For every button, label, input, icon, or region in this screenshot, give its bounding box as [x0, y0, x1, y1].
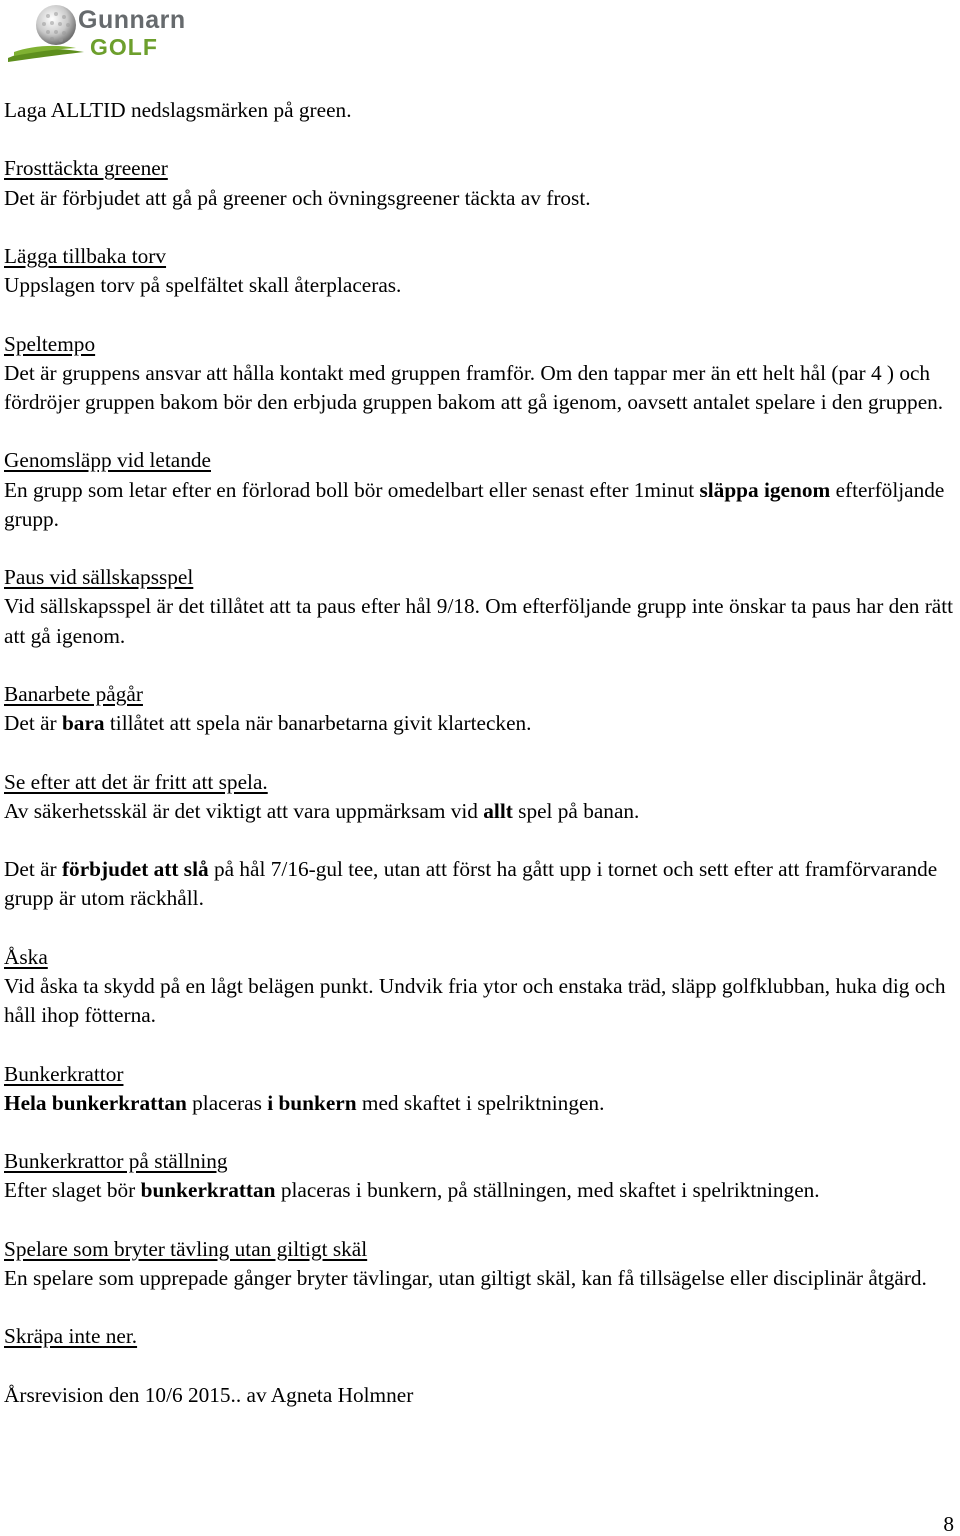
- rule-block: [4, 563, 954, 651]
- rule-block: [4, 1322, 954, 1351]
- rule-text: Vid sällskapsspel är det tillåtet att ta paus efter hål 9/18. Om efterföljande grupp inte önskar ta paus har den rätt att gå igenom.: [4, 594, 954, 648]
- rule-block: [4, 855, 954, 913]
- text-run: på hål 7/16-gul tee, utan att först ha gått upp i tornet och sett efter att framförvarande grupp är utom räckhåll.: [4, 857, 938, 911]
- rule-text: En spelare som upprepade gånger bryter tävlingar, utan giltigt skäl, kan få tillsägelse eller disciplinär åtgärd.: [4, 1265, 927, 1290]
- text-run: placeras: [186, 1090, 268, 1115]
- rule-block: [4, 680, 954, 738]
- rule-text: [4, 1176, 954, 1205]
- rule-text: Uppslagen torv på spelfältet skall återplaceras.: [4, 273, 402, 298]
- rule-heading: Speltempo: [4, 331, 96, 356]
- text-run: med skaftet i spelriktningen.: [356, 1090, 605, 1115]
- text-run: Efter slaget bör: [4, 1178, 141, 1203]
- rule-text: Det är gruppens ansvar att hålla kontakt med gruppen framför. Om den tappar mer än ett helt hål (par 4 ) och fördröjer gruppen bakom bör den erbjuda gruppen bakom att gå igenom, oavsett antalet spelare i den gruppen.: [4, 360, 944, 414]
- bold-run: Hela bunkerkrattan: [4, 1090, 187, 1115]
- logo-name-line2: GOLF: [90, 34, 158, 60]
- rule-block: [4, 1235, 954, 1293]
- rule-text: Vid åska ta skydd på en lågt belägen punkt. Undvik fria ytor och enstaka träd, släpp golfklubban, huka dig och håll ihop fötterna.: [4, 973, 946, 1028]
- bold-run: släppa igenom: [699, 477, 831, 502]
- rule-block: [4, 330, 954, 418]
- rule-block: [4, 943, 954, 1031]
- rule-text: [4, 709, 954, 738]
- bold-run: i bunkern: [267, 1090, 357, 1115]
- text-run: Det är: [4, 857, 62, 882]
- bold-run: allt: [483, 798, 513, 823]
- rule-heading: Paus vid sällskapsspel: [4, 565, 194, 590]
- rules-document: [4, 96, 954, 1439]
- rule-text: [4, 855, 954, 913]
- rule-heading: Bunkerkrattor på ställning: [4, 1149, 228, 1174]
- rule-heading: Åska: [4, 944, 48, 969]
- rule-heading: Banarbete pågår: [4, 681, 143, 706]
- text-run: placeras i bunkern, på ställningen, med skaftet i spelriktningen.: [275, 1178, 820, 1203]
- text-run: Det är: [4, 711, 62, 736]
- rule-heading: Lägga tillbaka torv: [4, 243, 167, 268]
- gunnarn-golf-logo: [6, 2, 196, 66]
- text-run: tillåtet att spela när banarbetarna givit klartecken.: [104, 711, 532, 736]
- revision-note: [4, 1381, 954, 1410]
- rule-heading: Skräpa inte ner.: [4, 1324, 138, 1349]
- rule-heading: Spelare som bryter tävling utan giltigt skäl: [4, 1236, 368, 1261]
- rule-heading: Se efter att det är fritt att spela.: [4, 769, 268, 794]
- rule-block: [4, 242, 954, 300]
- rule-block: [4, 154, 954, 212]
- text-run: efterföljande grupp.: [4, 477, 945, 531]
- rule-block: [4, 1147, 954, 1205]
- rule-text: [4, 1089, 954, 1118]
- rule-block: [4, 1060, 954, 1118]
- rule-text: Det är förbjudet att gå på greener och övningsgreener täckta av frost.: [4, 185, 591, 210]
- page-number: 8: [943, 1512, 954, 1536]
- text-run: En grupp som letar efter en förlorad boll bör omedelbart eller senast efter 1minut: [4, 477, 700, 502]
- rule-heading: Frosttäckta greener: [4, 156, 168, 181]
- rule-text: [4, 797, 954, 826]
- bold-run: bara: [61, 711, 105, 736]
- rule-block: [4, 768, 954, 826]
- rule-text: Laga ALLTID nedslagsmärken på green.: [4, 98, 352, 122]
- rule-heading: Bunkerkrattor: [4, 1061, 124, 1086]
- bold-run: bunkerkrattan: [140, 1178, 276, 1203]
- rule-block: [4, 446, 954, 534]
- rule-heading: Genomsläpp vid letande: [4, 448, 211, 473]
- revision-text: Årsrevision den 10/6 2015.. av Agneta Holmner: [4, 1382, 414, 1407]
- text-run: Av säkerhetsskäl är det viktigt att vara uppmärksam vid: [4, 798, 484, 823]
- text-run: spel på banan.: [512, 798, 640, 823]
- rule-block: [4, 96, 954, 125]
- bold-run: förbjudet att slå: [61, 857, 209, 882]
- rule-text: [4, 476, 954, 534]
- logo-name-line1: Gunnarn: [78, 6, 186, 34]
